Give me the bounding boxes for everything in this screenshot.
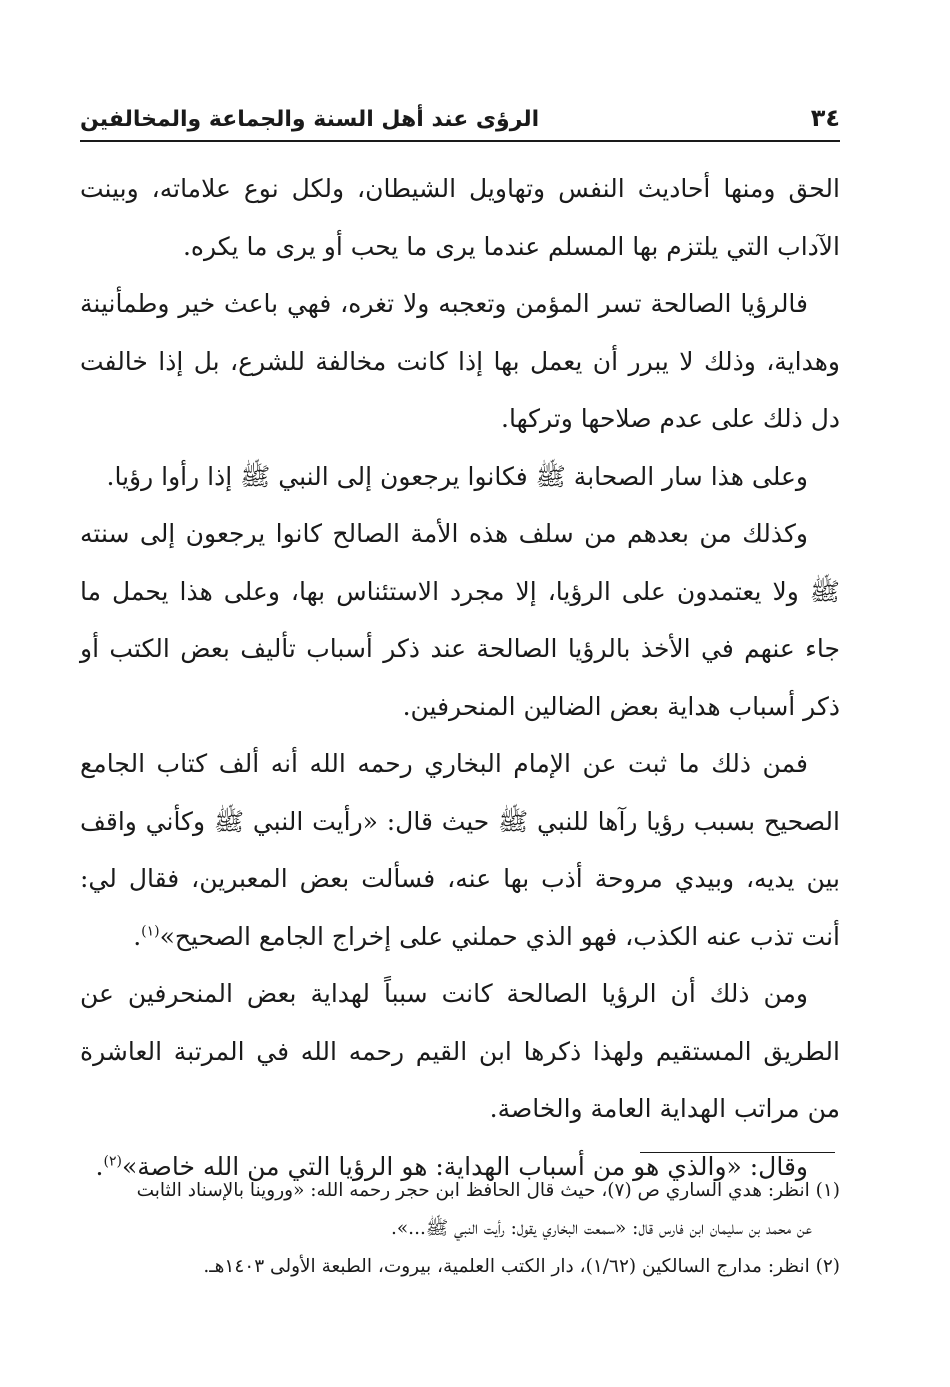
paragraph: وعلى هذا سار الصحابة ﷺ فكانوا يرجعون إلى النبي ﷺ إذا رأوا رؤيا. <box>106 461 808 491</box>
paragraph-with-note-1 <box>80 735 840 965</box>
footnote-2: (٢) انظر: مدارج السالكين (١/٦٢)، دار الكتب العلمية، بيروت، الطبعة الأولى ١٤٠٣هـ. <box>203 1256 840 1277</box>
footnote-1-continued: عن محمد بن سليمان ابن فارس قال: «سمعت البخاري يقول: رأيت النبي ﷺ...». <box>390 1218 812 1239</box>
paragraph-text: فمن ذلك ما ثبت عن الإمام البخاري رحمه الله أنه ألف كتاب الجامع الصحيح بسبب رؤيا رآها للنبي ﷺ حيث قال: «رأيت النبي ﷺ وكأني واقف بين يديه، وبيدي مروحة أذب بها عنه، فسألت بعض المعبرين، فقال لي: أنت تذب عنه الكذب، فهو الذي حملني على إخراج الجامع الصحيح» <box>80 749 840 951</box>
paragraph-end-punct: . <box>133 921 142 951</box>
page-header <box>80 92 840 132</box>
body-text <box>80 160 840 1195</box>
paragraph-text: وقال: «والذي هو من أسباب الهداية: هو الرؤيا التي من الله خاصة» <box>121 1151 808 1181</box>
page-number: ٣٤ <box>810 104 840 132</box>
footnotes <box>80 1172 840 1286</box>
footnote-ref-1: (١) <box>141 923 160 940</box>
paragraph: الحق ومنها أحاديث النفس وتهاويل الشيطان، ولكل نوع علاماته، وبينت الآداب التي يلتزم بها المسلم عندما يرى ما يحب أو يرى ما يكره. <box>80 174 840 261</box>
footnote-ref-2: (٢) <box>103 1153 122 1170</box>
footnote-separator <box>640 1152 835 1153</box>
footnote-1: (١) انظر: هدي الساري ص (٧)، حيث قال الحافظ ابن حجر رحمه الله: «وروينا بالإسناد الثابت <box>136 1180 840 1201</box>
running-title: الرؤى عند أهل السنة والجماعة والمخالفين <box>80 107 540 132</box>
header-rule <box>80 140 840 142</box>
paragraph: وكذلك من بعدهم من سلف هذه الأمة الصالح كانوا يرجعون إلى سنته ﷺ ولا يعتمدون على الرؤيا، إلا مجرد الاستئناس بها، وعلى هذا يحمل ما جاء عنهم في الأخذ بالرؤيا الصالحة عند ذكر أسباب تأليف بعض الكتب أو ذكر أسباب هداية بعض الضالين المنحرفين. <box>80 519 840 721</box>
paragraph: فالرؤيا الصالحة تسر المؤمن وتعجبه ولا تغره، فهي باعث خير وطمأنينة وهداية، وذلك لا يبرر أن يعمل بها إذا كانت مخالفة للشرع، بل إذا خالفت دل ذلك على عدم صلاحها وتركها. <box>80 289 840 433</box>
paragraph: ومن ذلك أن الرؤيا الصالحة كانت سبباً لهداية بعض المنحرفين عن الطريق المستقيم ولهذا ذكرها ابن القيم رحمه الله في المرتبة العاشرة من مراتب الهداية العامة والخاصة. <box>80 979 840 1123</box>
paragraph-end-punct: . <box>95 1151 104 1181</box>
